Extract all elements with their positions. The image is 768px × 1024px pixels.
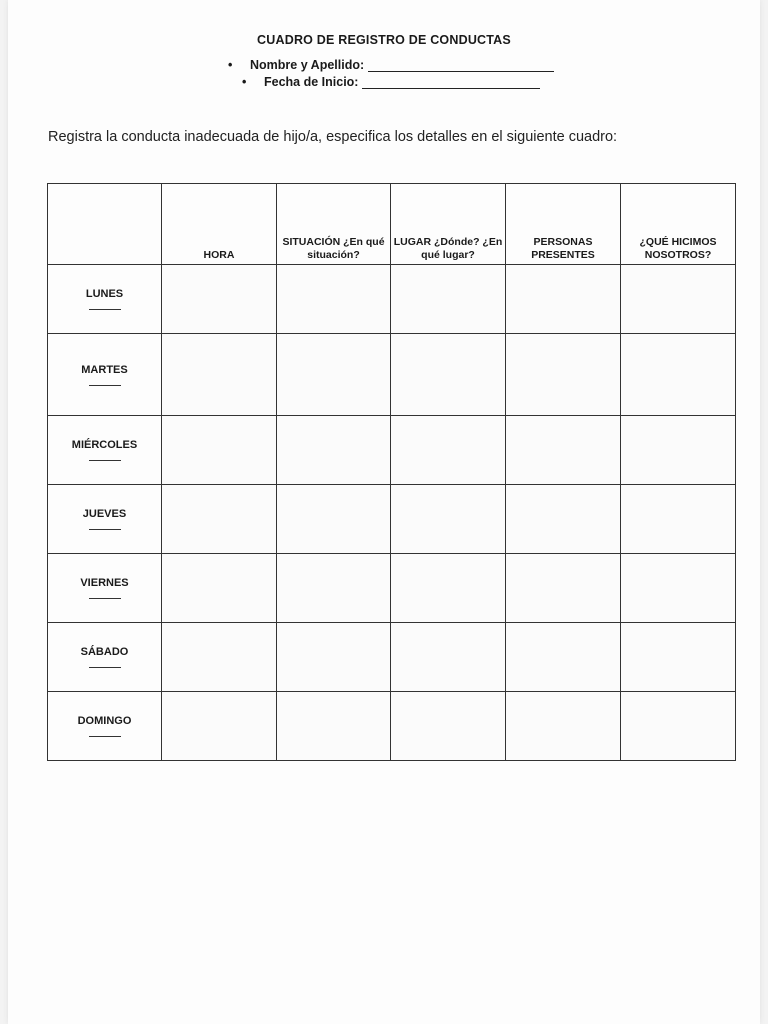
entry-cell[interactable] [162,692,277,761]
header-hora: HORA [162,184,277,265]
day-cell [48,692,162,761]
entry-cell[interactable] [506,485,621,554]
date-field [242,75,540,89]
entry-cell[interactable] [506,416,621,485]
entry-cell[interactable] [506,554,621,623]
instruction-text: Registra la conducta inadecuada de hijo/a, especifica los detalles en el siguiente cuadro: [48,129,618,145]
day-underline [89,385,121,386]
entry-cell[interactable] [391,623,506,692]
date-label: Fecha de Inicio: [264,75,359,89]
entry-cell[interactable] [277,265,391,334]
name-field [228,58,554,72]
entry-cell[interactable] [277,692,391,761]
entry-cell[interactable] [391,692,506,761]
table-row [48,692,736,761]
entry-cell[interactable] [506,265,621,334]
bullet-icon: • [242,75,247,89]
entry-cell[interactable] [621,554,736,623]
entry-cell[interactable] [162,485,277,554]
day-cell [48,554,162,623]
entry-cell[interactable] [621,485,736,554]
header-situacion: SITUACIÓN ¿En qué situación? [277,184,391,265]
entry-cell[interactable] [621,623,736,692]
entry-cell[interactable] [506,334,621,416]
day-label: MIÉRCOLES [71,439,138,451]
entry-cell[interactable] [391,485,506,554]
table-row [48,416,736,485]
entry-cell[interactable] [277,416,391,485]
table-header-row [48,184,736,265]
day-label: VIERNES [80,577,129,589]
day-underline [89,529,121,530]
table-row [48,485,736,554]
entry-cell[interactable] [621,265,736,334]
entry-cell[interactable] [277,623,391,692]
entry-cell[interactable] [162,554,277,623]
entry-cell[interactable] [277,485,391,554]
behavior-log-table [47,183,736,761]
entry-cell[interactable] [277,334,391,416]
day-cell [48,334,162,416]
day-label: SÁBADO [80,646,129,658]
name-label: Nombre y Apellido: [250,58,365,72]
entry-cell[interactable] [162,416,277,485]
entry-cell[interactable] [162,623,277,692]
table-row [48,265,736,334]
entry-cell[interactable] [621,334,736,416]
table-row [48,623,736,692]
header-lugar: LUGAR ¿Dónde? ¿En qué lugar? [391,184,506,265]
day-underline [89,309,121,310]
table-row [48,334,736,416]
day-label: JUEVES [82,508,127,520]
table-row [48,554,736,623]
document-title: CUADRO DE REGISTRO DE CONDUCTAS [257,33,511,47]
day-underline [89,667,121,668]
entry-cell[interactable] [391,554,506,623]
day-cell [48,623,162,692]
entry-cell[interactable] [277,554,391,623]
entry-cell[interactable] [162,265,277,334]
name-blank-line[interactable] [368,59,554,72]
day-label: DOMINGO [77,715,132,727]
entry-cell[interactable] [621,416,736,485]
day-cell [48,265,162,334]
header-que-hicimos: ¿QUÉ HICIMOS NOSOTROS? [621,184,736,265]
day-label: MARTES [81,363,128,376]
entry-cell[interactable] [391,416,506,485]
header-corner [48,184,162,265]
bullet-icon: • [228,58,233,72]
entry-cell[interactable] [162,334,277,416]
day-cell [48,416,162,485]
day-underline [89,598,121,599]
entry-cell[interactable] [621,692,736,761]
entry-cell[interactable] [391,334,506,416]
date-blank-line[interactable] [362,76,540,89]
day-underline [89,460,121,461]
day-cell [48,485,162,554]
entry-cell[interactable] [506,692,621,761]
entry-cell[interactable] [391,265,506,334]
day-underline [89,736,121,737]
entry-cell[interactable] [506,623,621,692]
day-label: LUNES [85,288,124,300]
header-personas: PERSONAS PRESENTES [506,184,621,265]
